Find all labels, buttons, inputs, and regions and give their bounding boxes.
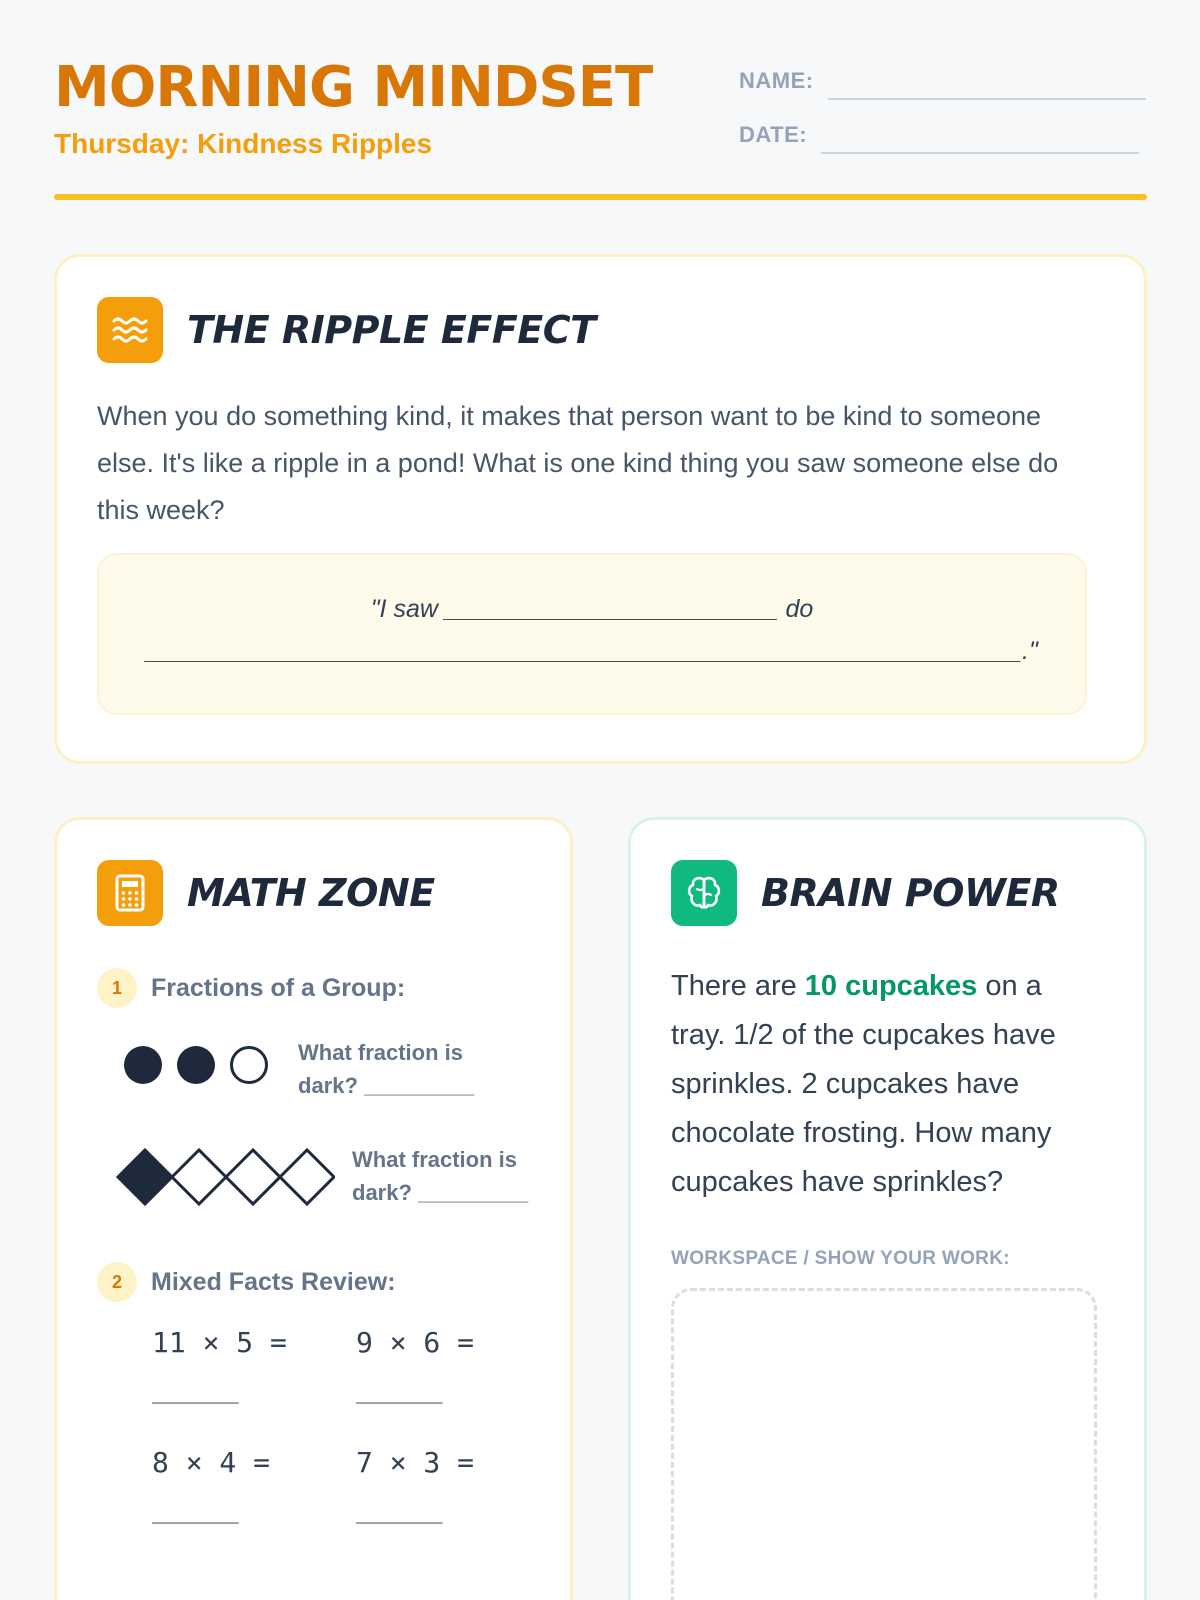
fact-answer-blank[interactable]: ______	[356, 1496, 443, 1524]
math-step-1	[97, 968, 405, 1008]
ripple-effect-card	[54, 254, 1147, 764]
ripple-sentence-line-1: "I saw ________________________ do	[370, 595, 814, 623]
math-step-2	[97, 1262, 396, 1302]
brain-power-card	[628, 817, 1147, 1600]
date-label: DATE:	[739, 122, 808, 147]
brain-problem-text	[671, 962, 1101, 1207]
workspace-area[interactable]	[671, 1288, 1097, 1600]
header-divider	[54, 194, 1147, 200]
question-text: What fraction is	[352, 1147, 518, 1172]
problem-text-part: There are	[671, 970, 805, 1002]
math-fact: 7 × 3 =	[356, 1446, 475, 1479]
name-field[interactable]	[828, 98, 1146, 100]
step-number-badge: 2	[97, 1262, 137, 1302]
worksheet-header	[54, 54, 1147, 200]
diamond-group	[115, 1145, 335, 1209]
fact-answer-blank[interactable]: ______	[152, 1496, 239, 1524]
empty-diamond	[226, 1150, 280, 1204]
waves-icon	[97, 297, 163, 363]
math-zone-card	[54, 817, 573, 1600]
math-card-title: MATH ZONE	[187, 871, 435, 915]
ripple-prompt: When you do something kind, it makes that person want to be kind to someone else. It's like a ripple in a pond! What is one kind thing you saw someone else do this week?	[97, 401, 1059, 525]
brain-card-header	[671, 860, 1060, 926]
shaded-diamond	[118, 1150, 172, 1204]
fact-answer-blank[interactable]: ______	[356, 1376, 443, 1404]
math-fact: 11 × 5 =	[152, 1326, 287, 1359]
question-answer-line[interactable]: dark? _________	[352, 1180, 529, 1205]
shaded-circle	[124, 1046, 162, 1084]
fraction-question-diamonds	[352, 1143, 528, 1209]
name-label: NAME:	[739, 68, 814, 93]
date-row	[739, 122, 1139, 148]
ripple-card-header	[97, 297, 596, 363]
empty-circle	[232, 1048, 267, 1083]
empty-diamond	[280, 1150, 334, 1204]
shaded-circle	[177, 1046, 215, 1084]
question-text: What fraction is	[298, 1040, 464, 1065]
brain-icon	[671, 860, 737, 926]
problem-text-part: on a tray. 1/2 of the cupcakes have sprinkles. 2 cupcakes have chocolate frosting. How many cupcakes have sprinkles?	[671, 970, 1056, 1198]
problem-highlight: 10 cupcakes	[804, 970, 978, 1002]
math-fact: 8 × 4 =	[152, 1446, 271, 1479]
math-card-header	[97, 860, 435, 926]
brain-card-title: BRAIN POWER	[761, 871, 1060, 915]
math-fact: 9 × 6 =	[356, 1326, 475, 1359]
ripple-card-title: THE RIPPLE EFFECT	[187, 308, 596, 352]
workspace-label: WORKSPACE / SHOW YOUR WORK:	[671, 1248, 1010, 1269]
name-row	[739, 68, 1146, 94]
step-number-badge: 1	[97, 968, 137, 1008]
date-field[interactable]	[821, 152, 1139, 154]
step-2-label: Mixed Facts Review:	[151, 1267, 396, 1296]
worksheet-subtitle: Thursday: Kindness Ripples	[54, 128, 433, 159]
calculator-icon	[97, 860, 163, 926]
fraction-question-circles	[298, 1036, 474, 1102]
step-1-label: Fractions of a Group:	[151, 973, 406, 1002]
ripple-answer-box[interactable]	[97, 553, 1087, 715]
fact-answer-blank[interactable]: ______	[152, 1376, 239, 1404]
question-answer-line[interactable]: dark? _________	[298, 1073, 475, 1098]
empty-diamond	[172, 1150, 226, 1204]
circle-group	[121, 1040, 271, 1090]
ripple-sentence-line-2: _______________________________________________________________."	[146, 637, 1038, 665]
worksheet-title: MORNING MINDSET	[54, 55, 653, 120]
